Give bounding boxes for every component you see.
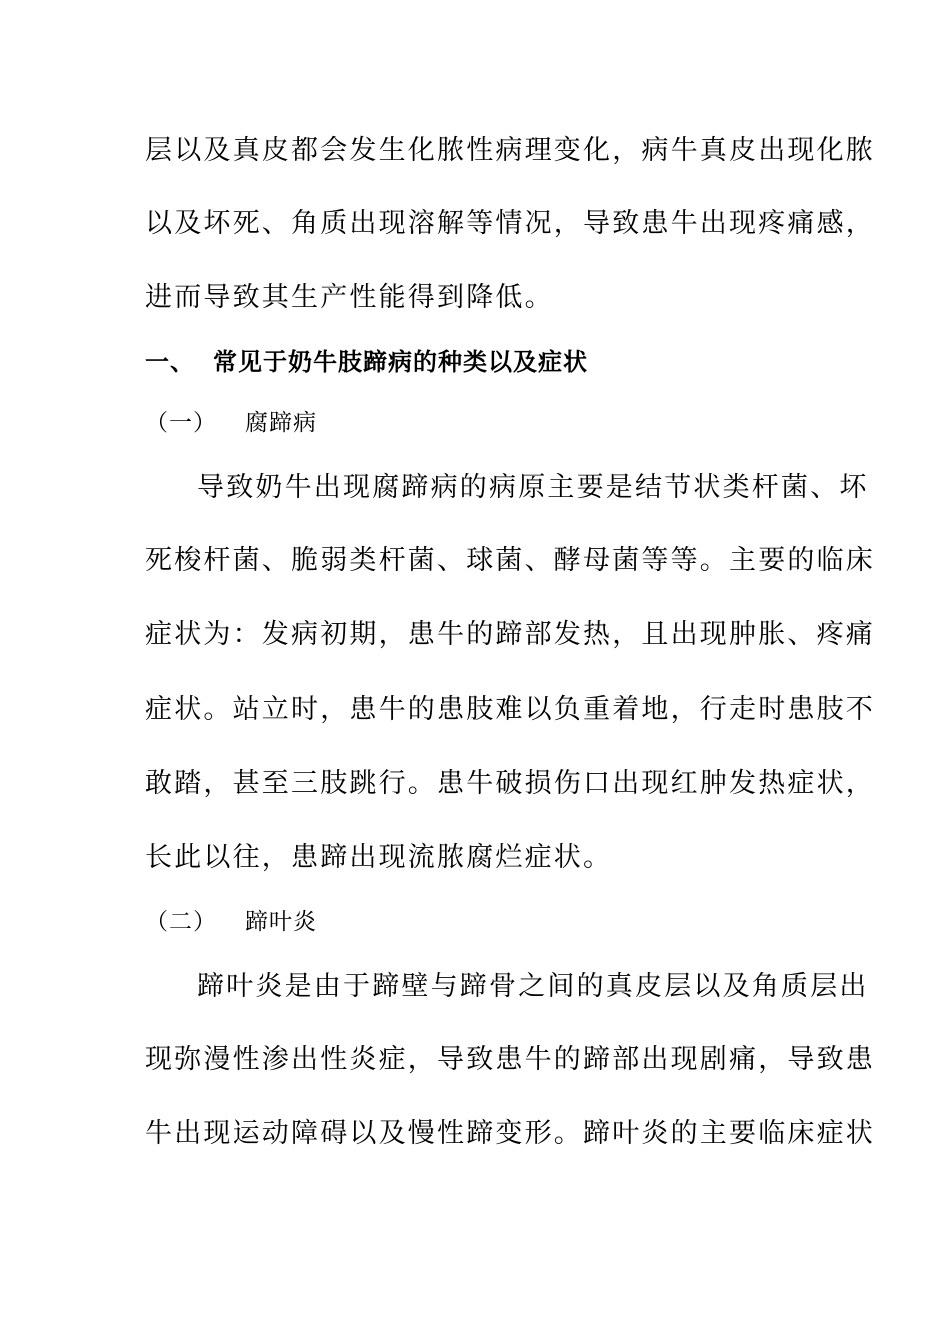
subsection-heading: [145, 406, 317, 440]
text-line: 蹄叶炎是由于蹄壁与蹄骨之间的真皮层以及角质层出: [197, 971, 869, 1002]
text-line: 现弥漫性渗出性炎症，导致患牛的蹄部出现剧痛，导致患: [145, 1044, 875, 1075]
section-title: 常见于奶牛肢蹄病的种类以及症状: [213, 347, 588, 376]
text-line: 症状为：发病初期，患牛的蹄部发热，且出现肿胀、疼痛: [145, 619, 875, 650]
text-line: 症状。站立时，患牛的患肢难以负重着地，行走时患肢不: [145, 694, 875, 725]
text-line: 进而导致其生产性能得到降低。: [145, 282, 554, 313]
subsection-number: （一）: [145, 410, 217, 436]
text-line: 长此以往，患蹄出现流脓腐烂症状。: [145, 842, 613, 873]
text-line: 牛出现运动障碍以及慢性蹄变形。蹄叶炎的主要临床症状: [145, 1118, 875, 1149]
text-line: 层以及真皮都会发生化脓性病理变化，病牛真皮出现化脓: [145, 135, 875, 166]
text-line: 以及坏死、角质出现溶解等情况，导致患牛出现疼痛感，: [145, 208, 875, 239]
text-line: 敢踏，甚至三肢跳行。患牛破损伤口出现红肿发热症状，: [145, 768, 875, 799]
subsection-title: 腐蹄病: [245, 410, 317, 436]
subsection-title: 蹄叶炎: [245, 909, 317, 935]
subsection-heading: [145, 905, 317, 939]
text-line: 死梭杆菌、脆弱类杆菌、球菌、酵母菌等等。主要的临床: [145, 545, 875, 576]
text-line: 导致奶牛出现腐蹄病的病原主要是结节状类杆菌、坏: [197, 472, 869, 503]
section-heading: [145, 345, 588, 379]
subsection-number: （二）: [145, 909, 217, 935]
section-number: 一、: [145, 347, 195, 376]
